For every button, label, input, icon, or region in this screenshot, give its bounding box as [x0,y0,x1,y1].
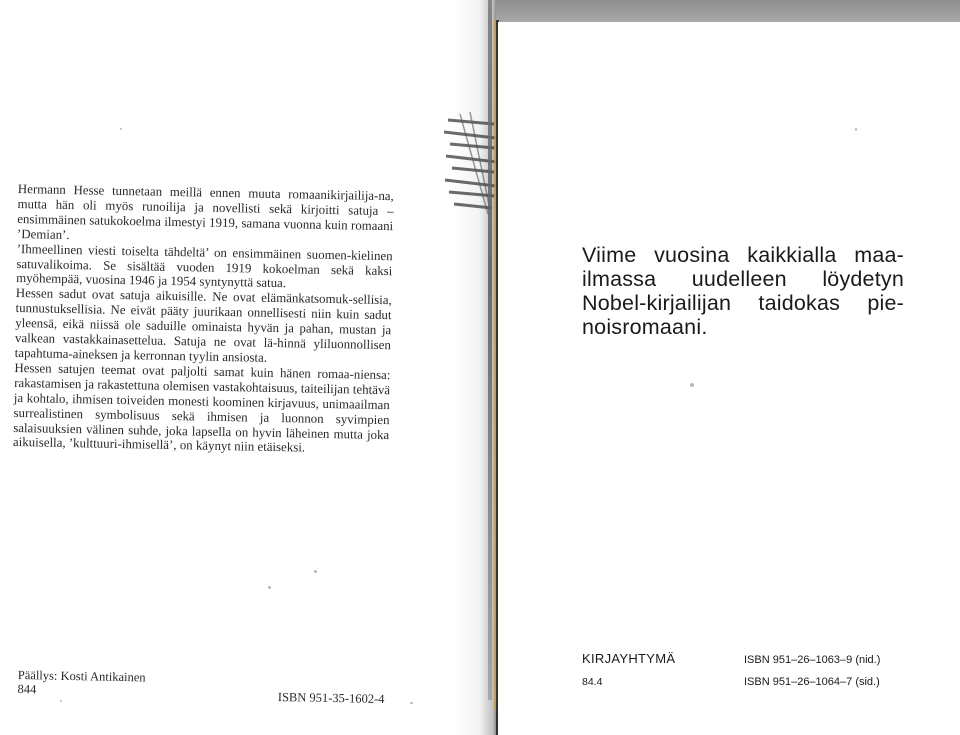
dust-speck [855,128,857,131]
front-flap-right-page [498,22,960,735]
description-paragraph-3: Hessen sadut ovat satuja aikuisille. Ne ovat elämänkatsomuk-sellisia, tunnustuksellisia. Ne eivät pääty juurikaan onnellisesti niin kuin sadut yleensä, eikä niissä ole saduille ominaista hyvän ja pahan, mustan ja valkean vastakkainasettelua. Satuja ne ovat lä-hinnä yliluonnollisen tapahtuma-aineksen ja kerronnan tyylin ansiosta. [14,286,392,365]
edition-code: 84.4 [582,676,603,688]
spine-edge [488,0,492,700]
cover-credit-block [17,668,145,698]
dust-speck [120,128,122,130]
description-paragraph-4: Hessen satujen teemat ovat paljolti samat kuin hänen romaa-niensa: rakastamisen ja rakastettuna olemisen vastakohtaisuus, taiteilijan tehtävä ja kohtalo, ihmisen toiveiden monesti koominen kirjavuus, unimaailman surrealistinen symbolisuus sekä ihmisen ja luonnon syvimpien salaisuuksien välinen suhde, joka lapsella on hyvin läheinen mutta joka aikuisella, ’kulttuuri-ihmisellä’, on käynyt niin etäiseksi. [12,360,391,455]
publisher-name: KIRJAYHTYMÄ [582,651,676,666]
cover-credit: Päällys: Kosti Antikainen [17,668,146,685]
dust-speck [314,570,317,573]
dust-speck [268,586,271,589]
left-isbn: ISBN 951-35-1602-4 [277,690,385,707]
description-paragraph-2: ’Ihmeellinen viesti toiselta tähdeltä’ on ensimmäinen suomen-kielinen satuvalikoima. Se sisältää vuoden 1919 kokoelman sekä kaksi myöhempää, vuosina 1946 ja 1954 syntynyttä satua. [16,241,393,291]
back-cover-description [13,182,394,457]
scanner-top-edge [496,0,960,22]
isbn-hardcover: ISBN 951–26–1064–7 (sid.) [744,676,880,688]
isbn-paperback: ISBN 951–26–1063–9 (nid.) [744,654,881,666]
description-paragraph-1: Hermann Hesse tunnetaan meillä ennen muuta romaanikirjailija-na, mutta hän oli myös runoilija ja novellisti sekä kirjoitti satuja – ensimmäinen satukokoelma ilmestyi 1919, samana vuonna kuin romaani ’Demian’. [16,182,394,242]
dust-speck [60,700,62,702]
blurb-text: Viime vuosina kaikkialla maa-ilmassa uudelleen löydetyn Nobel-kirjailijan taidokas pie-noisromaani. [582,243,904,339]
series-number: 844 [17,681,37,697]
dust-speck [410,702,413,704]
dust-speck [690,383,694,387]
